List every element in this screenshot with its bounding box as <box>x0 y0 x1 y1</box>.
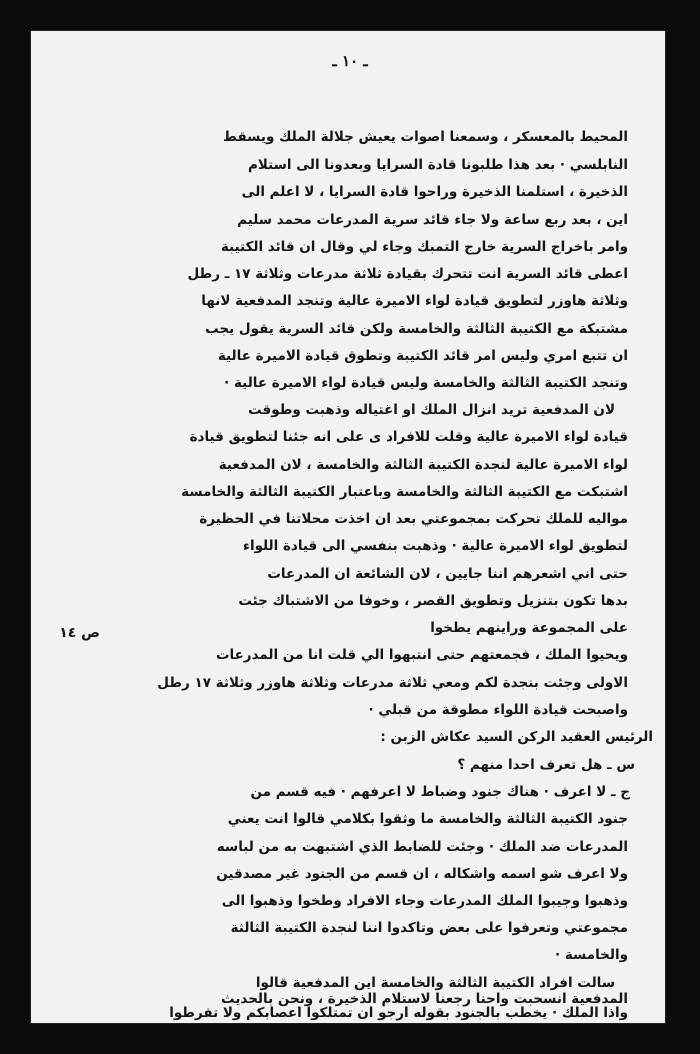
answer-line: ج ـ لا اعرف · هناك جنود وضباط لا اعرفهم · فيه قسم من <box>250 784 630 800</box>
text-line: اين ، بعد ربع ساعة ولا جاء قائد سرية المدرعات محمد سليم <box>237 212 628 228</box>
text-line: لتطويق لواء الاميرة عالية · وذهبت بنفسي الى قيادة اللواء <box>243 538 628 554</box>
text-line: لواء الاميرة عالية لنجدة الكتيبة الثالثة والخامسة ، لان المدفعية <box>218 457 628 473</box>
text-line: واصبحت قيادة اللواء مطوقة من قبلي · <box>368 702 628 718</box>
text-line: مشتبكة مع الكتيبة الثالثة والخامسة ولكن قائد السرية يقول يجب <box>205 321 628 337</box>
text-line: ان تتبع امري وليس امر قائد الكتيبة وتطوق قيادة الاميرة عالية <box>217 348 628 364</box>
text-line: مواليه للملك تحركت بمجموعتي بعد ان اخذت محلاتنا في الحظيرة <box>199 511 628 527</box>
text-line: جنود الكتيبة الثالثة والخامسة ما وثقوا بكلامي قالوا انت يعني <box>227 811 628 827</box>
text-line: وامر باخراج السرية خارج التمبك وجاء لي وقال ان قائد الكتيبة <box>220 239 628 255</box>
text-line: الذخيرة ، استلمنا الذخيرة وراحوا قادة السرايا ، لا اعلم الى <box>241 184 628 200</box>
margin-page-reference: ص ١٤ <box>59 625 100 641</box>
text-line: الاولى وجئت بنجدة لكم ومعي ثلاثة مدرعات وثلاثة هاوزر وثلاثة ١٧ رطل <box>157 675 628 691</box>
text-line: النابلسي · بعد هذا طلبونا قادة السرايا وبعدونا الى استلام <box>247 157 628 173</box>
text-line: واذا الملك · يخطب بالجنود بقوله ارجو ان تمتلكوا اعصابكم ولا تفرطوا <box>169 1005 628 1021</box>
text-line: ولا اعرف شو اسمه واشكاله ، ان قسم من الجنود غير مصدقين <box>216 866 628 882</box>
text-line: وثلاثة هاوزر لتطويق قيادة لواء الاميرة عالية وتنجد المدفعية لانها <box>201 293 628 309</box>
text-line: والخامسة · <box>555 947 628 963</box>
speaker-heading: الرئيس العقيد الركن السيد عكاش الزبن : <box>380 729 653 745</box>
text-line: المدرعات ضد الملك · وجئت للضابط الذي اشتبهت به من لباسه <box>216 839 628 855</box>
text-line: على المجموعة وراينهم يطخوا <box>430 620 628 636</box>
text-line: وذهبوا وجيبوا الملك المدرعات وجاء الافراد وطخوا وذهبوا الى <box>221 893 628 909</box>
text-line: مجموعتي وتعرفوا على بعض وتاكدوا اننا لنجدة الكتيبة الثالثة <box>230 920 628 936</box>
text-line: قيادة لواء الاميرة عالية وقلت للافراد ى على انه جئنا لتطويق قيادة <box>189 429 628 445</box>
text-line: اشتبكت مع الكتيبة الثالثة والخامسة وباعتبار الكتيبة الثالثة والخامسة <box>181 484 628 500</box>
text-line: اعطى قائد السرية انت تتحرك بقيادة ثلاثة مدرعات وثلاثة ١٧ ـ رطل <box>187 266 628 282</box>
question-line: س ـ هل تعرف احدا منهم ؟ <box>457 757 635 773</box>
text-line: بدها تكون بتنزيل وتطويق القصر ، وخوفا من الاشتباك جئت <box>238 593 628 609</box>
text-line: ويحيوا الملك ، فجمعتهم حتى انتبهوا الي قلت انا من المدرعات <box>215 647 628 663</box>
text-line: حتى اني اشعرهم اننا جايين ، لان الشائعة ان المدرعات <box>267 566 628 582</box>
text-line: سالت افراد الكتيبة الثالثة والخامسة اين المدفعية قالوا <box>255 975 615 991</box>
text-line: لان المدفعية تريد انزال الملك او اغتياله وذهبت وطوقت <box>248 402 615 418</box>
text-line: وتنجد الكتيبة الثالثة والخامسة وليس قيادة لواء الاميرة عالية · <box>224 375 628 391</box>
page-number: ـ ١٠ ـ <box>332 52 368 70</box>
text-line: المدفعية انسحبت واحنا رجعنا لاستلام الذخيرة ، ونحن بالحديث <box>221 991 628 1007</box>
text-line: المحيط بالمعسكر ، وسمعنا اصوات يعيش جلالة الملك ويسقط <box>223 129 628 145</box>
